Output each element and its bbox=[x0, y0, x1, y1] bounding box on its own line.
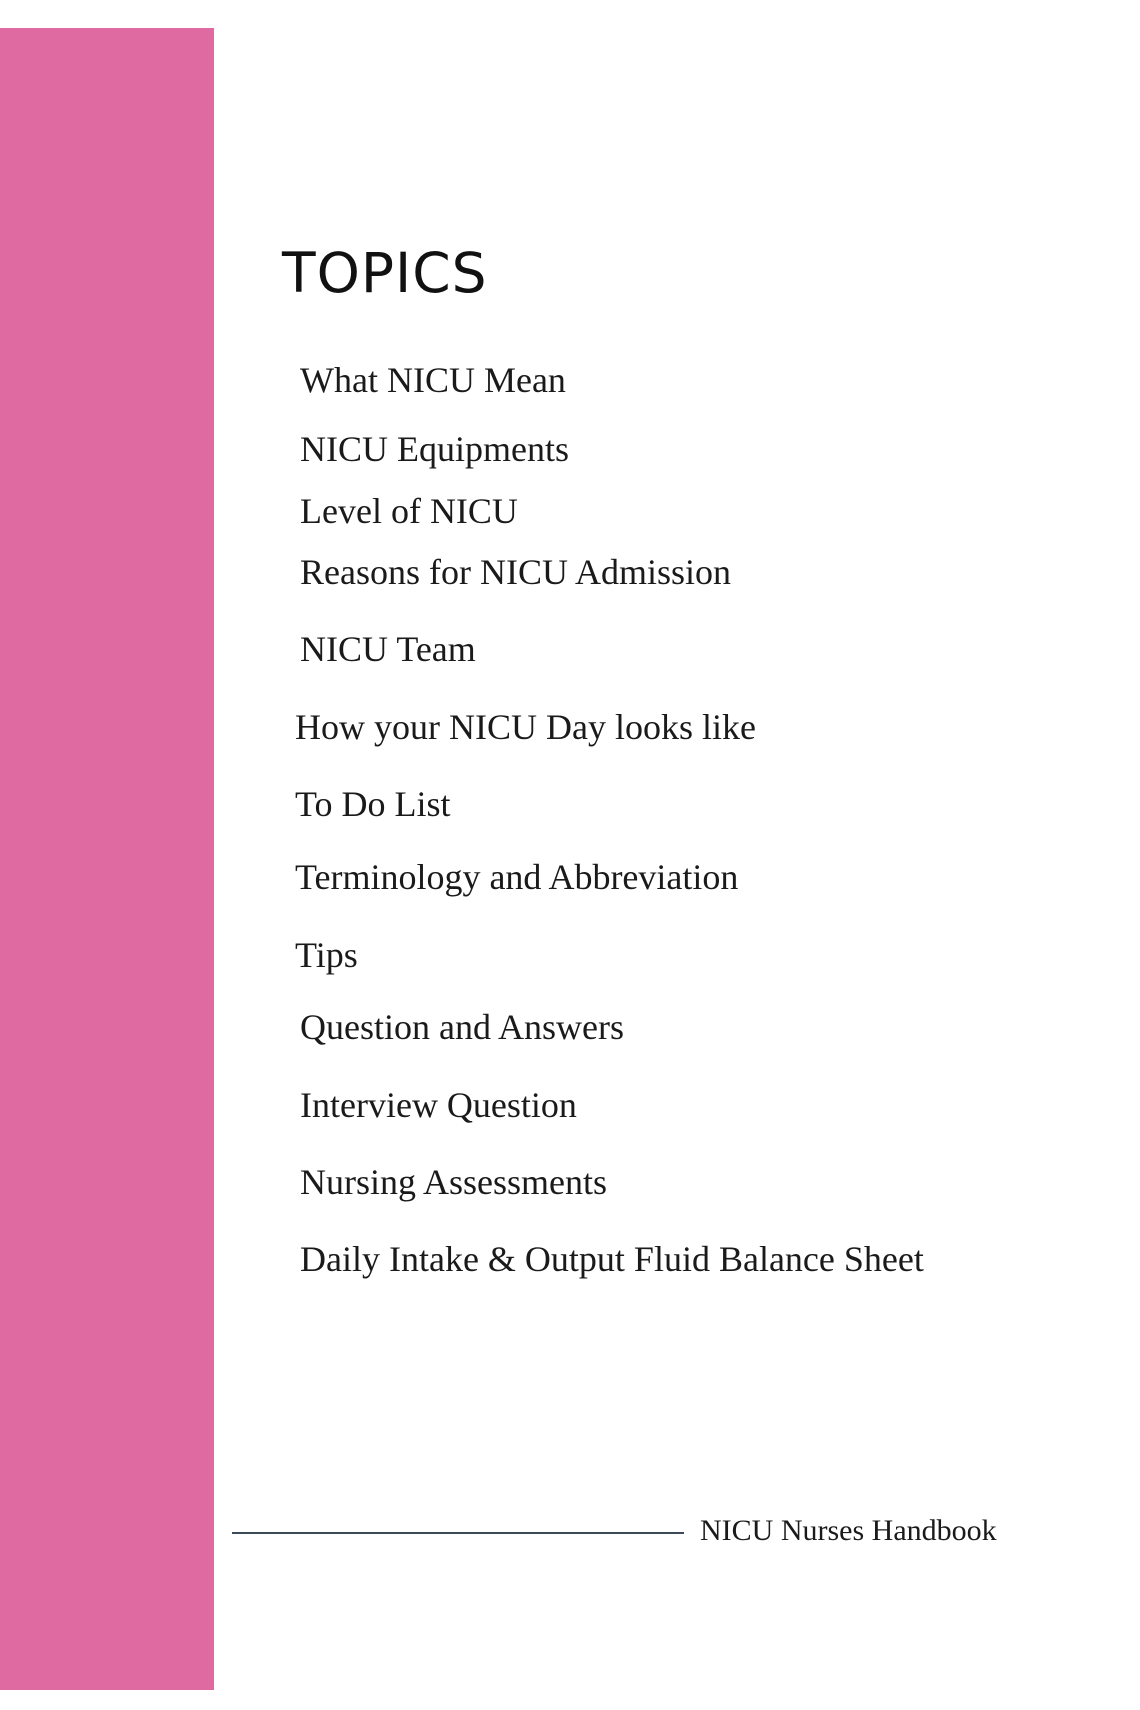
topic-item-fluid-balance-sheet: Daily Intake & Output Fluid Balance Sheet bbox=[300, 1239, 924, 1279]
topic-item-interview-question: Interview Question bbox=[300, 1085, 577, 1125]
footer-divider bbox=[232, 1532, 684, 1534]
pink-sidebar-band bbox=[0, 28, 214, 1690]
topic-item-nursing-assessments: Nursing Assessments bbox=[300, 1162, 608, 1202]
topic-item-to-do-list: To Do List bbox=[295, 784, 451, 824]
topic-item-terminology: Terminology and Abbreviation bbox=[295, 857, 739, 897]
topic-item-tips: Tips bbox=[295, 935, 358, 975]
page-title: TOPICS bbox=[282, 241, 488, 305]
topic-item-nicu-day: How your NICU Day looks like bbox=[295, 707, 756, 747]
topic-item-what-nicu-mean: What NICU Mean bbox=[300, 360, 566, 400]
topic-item-level-of-nicu: Level of NICU bbox=[300, 491, 518, 531]
topic-item-nicu-equipments: NICU Equipments bbox=[300, 429, 569, 469]
topic-item-question-and-answers: Question and Answers bbox=[300, 1007, 624, 1047]
topic-item-reasons-for-admission: Reasons for NICU Admission bbox=[300, 552, 731, 592]
footer-title: NICU Nurses Handbook bbox=[700, 1514, 997, 1547]
topic-item-nicu-team: NICU Team bbox=[300, 629, 476, 669]
